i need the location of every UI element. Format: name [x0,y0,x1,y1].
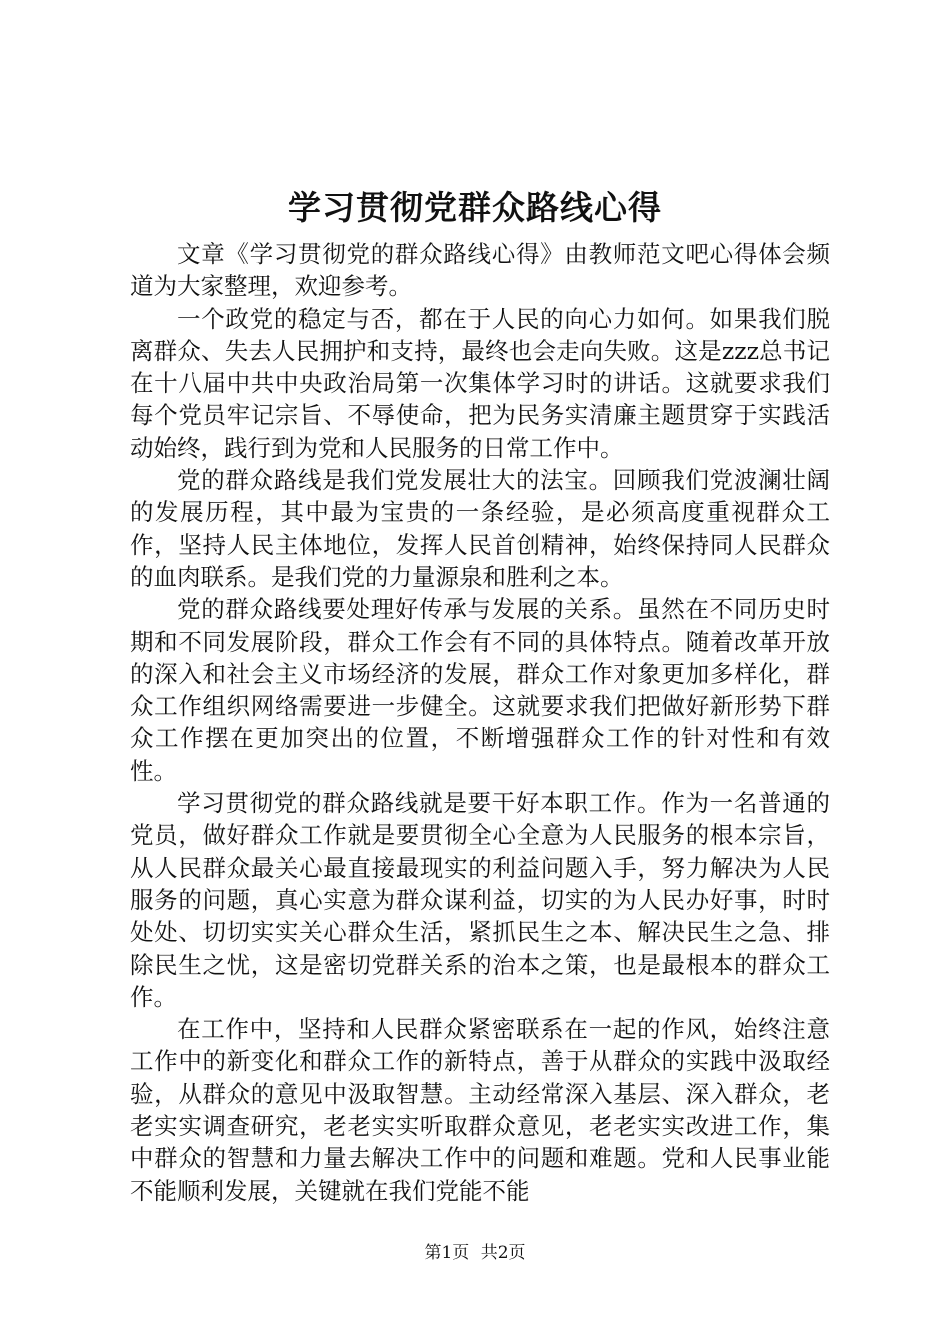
paragraph-6: 在工作中，坚持和人民群众紧密联系在一起的作风，始终注意工作中的新变化和群众工作的新特点，善于从群众的实践中汲取经验，从群众的意见中汲取智慧。主动经常深入基层、深入群众，老老实实调查研究，老老实实听取群众意见，老老实实改进工作，集中群众的智慧和力量去解决工作中的问题和难题。党和人民事业能不能顺利发展，关键就在我们党能不能 [130,1015,830,1205]
paragraph-2: 一个政党的稳定与否，都在于人民的向心力如何。如果我们脱离群众、失去人民拥护和支持，最终也会走向失败。这是zzz总书记在十八届中共中央政治局第一次集体学习时的讲话。这就要求我们每个党员牢记宗旨、不辱使命，把为民务实清廉主题贯穿于实践活动始终，践行到为党和人民服务的日常工作中。 [130,304,830,462]
page-total: 共2页 [480,1243,526,1263]
document-body [130,238,830,1207]
page-footer [0,1241,950,1265]
paragraph-3: 党的群众路线是我们党发展壮大的法宝。回顾我们党波澜壮阔的发展历程，其中最为宝贵的一条经验，是必须高度重视群众工作，坚持人民主体地位，发挥人民首创精神，始终保持同人民群众的血肉联系。是我们党的力量源泉和胜利之本。 [130,466,830,591]
paragraph-5: 学习贯彻党的群众路线就是要干好本职工作。作为一名普通的党员，做好群众工作就是要贯彻全心全意为人民服务的根本宗旨，从人民群众最关心最直接最现实的利益问题入手，努力解决为人民服务的问题，真心实意为群众谋利益，切实的为人民办好事，时时处处、切切实实关心群众生活，紧抓民生之本、解决民生之急、排除民生之忧，这是密切党群关系的治本之策，也是最根本的群众工作。 [130,789,830,1011]
paragraph-1: 文章《学习贯彻党的群众路线心得》由教师范文吧心得体会频道为大家整理，欢迎参考。 [130,240,830,301]
page-number: 第1页 [424,1243,470,1263]
document-title: 学习贯彻党群众路线心得 [288,188,662,227]
paragraph-4: 党的群众路线要处理好传承与发展的关系。虽然在不同历史时期和不同发展阶段，群众工作会有不同的具体特点。随着改革开放的深入和社会主义市场经济的发展，群众工作对象更加多样化，群众工作组织网络需要进一步健全。这就要求我们把做好新形势下群众工作摆在更加突出的位置，不断增强群众工作的针对性和有效性。 [130,595,830,785]
